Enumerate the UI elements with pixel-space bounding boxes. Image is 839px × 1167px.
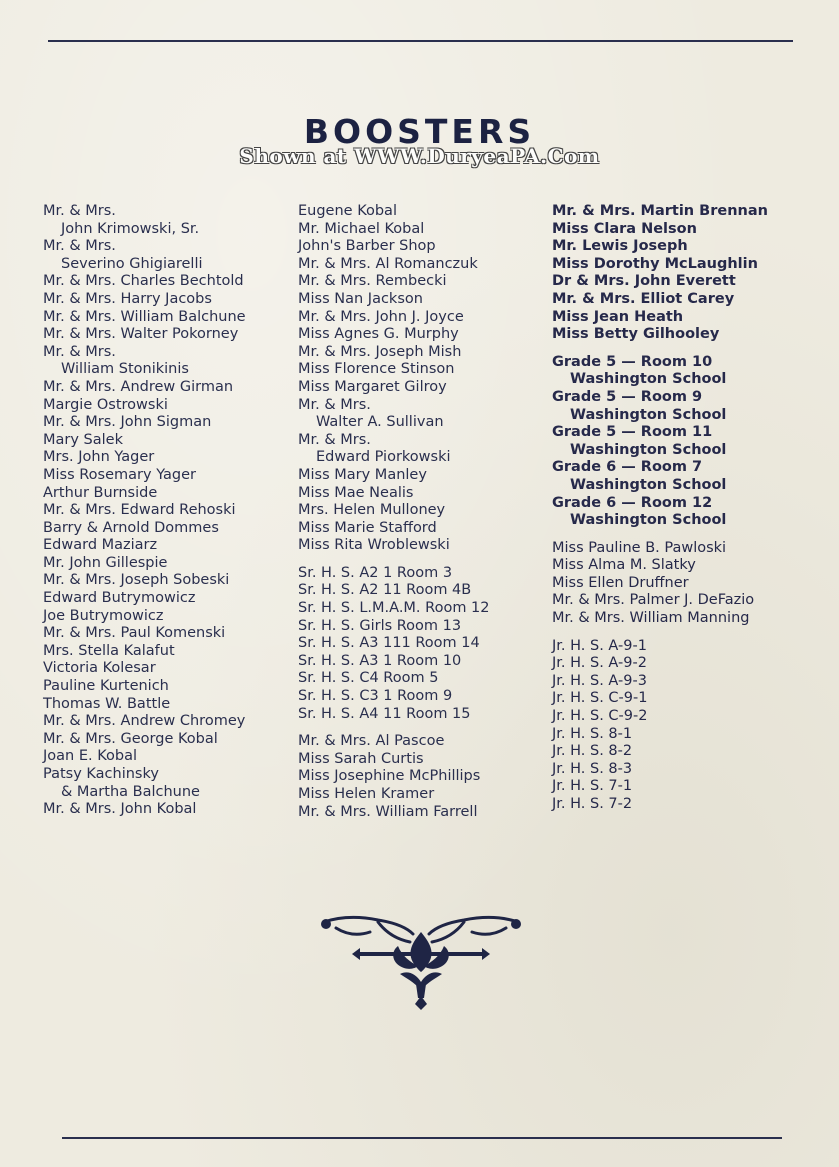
- booster-entry: Mr. & Mrs. Martin Brennan: [552, 203, 768, 219]
- booster-entry: John's Barber Shop: [298, 238, 436, 255]
- booster-entry: Margie Ostrowski: [43, 396, 168, 413]
- decorative-ornament-icon: [318, 912, 524, 1012]
- top-rule: [48, 40, 793, 42]
- booster-entry: Washington School: [570, 512, 727, 529]
- booster-entry: Grade 6 — Room 7: [552, 459, 703, 476]
- booster-entry: Pauline Kurtenich: [43, 678, 169, 695]
- booster-entry: Sr. H. S. Girls Room 13: [298, 617, 462, 634]
- booster-entry: Mr. & Mrs. John Kobal: [43, 801, 197, 818]
- booster-entry: Mr. & Mrs.: [298, 396, 371, 413]
- booster-entry: Edward Maziarz: [43, 537, 158, 554]
- booster-entry: Thomas W. Battle: [43, 695, 171, 712]
- booster-entry: William Stonikinis: [61, 361, 189, 378]
- booster-entry: Miss Mae Nealis: [298, 484, 414, 501]
- booster-entry: Mr. & Mrs.: [43, 238, 116, 255]
- boosters-column-3: [552, 203, 837, 814]
- booster-entry: Miss Jean Heath: [552, 308, 684, 325]
- booster-entry: Mary Salek: [43, 431, 123, 448]
- booster-entry: Arthur Burnside: [43, 484, 158, 501]
- section-gap: [552, 344, 837, 354]
- watermark-text: Shown at WWW.DuryeaPA.Com: [239, 144, 600, 168]
- booster-entry: Miss Rita Wroblewski: [298, 537, 450, 554]
- booster-entry: Mr. Michael Kobal: [298, 220, 425, 237]
- booster-entry: Barry & Arnold Dommes: [43, 519, 219, 536]
- booster-entry: & Martha Balchune: [61, 783, 200, 800]
- booster-entry: Mr. & Mrs. William Manning: [552, 610, 750, 627]
- booster-entry: Mr. Lewis Joseph: [552, 238, 688, 255]
- section-gap: [552, 628, 837, 638]
- booster-entry: Eugene Kobal: [298, 203, 397, 219]
- booster-entry: Miss Dorothy McLaughlin: [552, 255, 758, 272]
- boosters-column-2: [298, 203, 548, 821]
- boosters-column-1: [43, 203, 293, 819]
- booster-entry: Jr. H. S. 8-2: [552, 743, 633, 760]
- booster-entry: Miss Helen Kramer: [298, 786, 435, 802]
- booster-entry: Jr. H. S. A-9-2: [552, 655, 647, 672]
- booster-entry: Miss Josephine McPhillips: [298, 768, 481, 785]
- booster-entry: Mr. & Mrs. Al Pascoe: [298, 733, 445, 750]
- booster-entry: Sr. H. S. A3 1 Room 10: [298, 652, 462, 669]
- booster-entry: Mr. & Mrs. Joseph Sobeski: [43, 572, 230, 589]
- booster-entry: Mrs. Stella Kalafut: [43, 642, 175, 659]
- booster-entry: Miss Nan Jackson: [298, 290, 423, 307]
- section-gap: [552, 530, 837, 540]
- booster-entry: Joe Butrymowicz: [43, 607, 164, 624]
- booster-entry: Mr. & Mrs.: [298, 431, 371, 448]
- booster-entry: Miss Ellen Druffner: [552, 574, 689, 591]
- bottom-rule: [62, 1137, 782, 1139]
- booster-entry: Mr. & Mrs. Charles Bechtold: [43, 273, 244, 290]
- section-gap: [298, 723, 548, 733]
- booster-entry: Sr. H. S. A3 111 Room 14: [298, 635, 480, 652]
- booster-entry: Mr. & Mrs. John Sigman: [43, 414, 212, 431]
- booster-entry: Edward Butrymowicz: [43, 590, 196, 607]
- booster-entry: Miss Sarah Curtis: [298, 750, 424, 767]
- section-gap: [298, 555, 548, 565]
- booster-entry: Jr. H. S. 8-3: [552, 760, 633, 777]
- booster-entry: Sr. H. S. A2 11 Room 4B: [298, 582, 472, 599]
- booster-entry: Miss Clara Nelson: [552, 220, 697, 237]
- booster-entry: Edward Piorkowski: [316, 449, 451, 466]
- booster-entry: Jr. H. S. 7-1: [552, 778, 633, 795]
- booster-entry: Sr. H. S. C4 Room 5: [298, 670, 439, 687]
- booster-entry: Miss Alma M. Slatky: [552, 557, 696, 574]
- booster-entry: Mr. & Mrs. William Farrell: [298, 803, 478, 820]
- booster-entry: Sr. H. S. A2 1 Room 3: [298, 564, 453, 581]
- booster-entry: Mrs. Helen Mulloney: [298, 502, 446, 519]
- booster-entry: Mr. & Mrs. George Kobal: [43, 730, 218, 747]
- booster-entry: Washington School: [570, 476, 727, 493]
- booster-entry: Mr. & Mrs. Harry Jacobs: [43, 290, 212, 307]
- booster-entry: Sr. H. S. L.M.A.M. Room 12: [298, 600, 490, 617]
- booster-entry: Miss Margaret Gilroy: [298, 378, 447, 395]
- booster-entry: Miss Mary Manley: [298, 466, 427, 483]
- booster-entry: Mr. & Mrs. Andrew Girman: [43, 378, 234, 395]
- booster-entry: Washington School: [570, 371, 727, 388]
- booster-entry: Jr. H. S. C-9-2: [552, 708, 648, 725]
- booster-entry: Miss Pauline B. Pawloski: [552, 539, 727, 556]
- booster-entry: Jr. H. S. A-9-3: [552, 672, 647, 689]
- booster-entry: Mr. & Mrs. Walter Pokorney: [43, 326, 239, 343]
- booster-entry: Mr. & Mrs.: [43, 203, 116, 219]
- booster-entry: John Krimowski, Sr.: [61, 220, 200, 237]
- booster-entry: Jr. H. S. 8-1: [552, 725, 633, 742]
- booster-entry: Mr. & Mrs. Palmer J. DeFazio: [552, 592, 755, 609]
- booster-entry: Sr. H. S. A4 11 Room 15: [298, 705, 471, 722]
- booster-entry: Mrs. John Yager: [43, 449, 155, 466]
- booster-entry: Sr. H. S. C3 1 Room 9: [298, 688, 453, 705]
- booster-entry: Miss Marie Stafford: [298, 519, 437, 536]
- booster-entry: Mr. & Mrs. John J. Joyce: [298, 308, 464, 325]
- booster-entry: Grade 5 — Room 11: [552, 424, 713, 441]
- booster-entry: Miss Rosemary Yager: [43, 466, 197, 483]
- booster-entry: Jr. H. S. A-9-1: [552, 637, 647, 654]
- booster-entry: Walter A. Sullivan: [316, 414, 444, 431]
- booster-entry: Miss Betty Gilhooley: [552, 326, 720, 343]
- booster-entry: Joan E. Kobal: [43, 748, 137, 765]
- booster-entry: Miss Florence Stinson: [298, 361, 455, 378]
- booster-entry: Mr. & Mrs. Rembecki: [298, 273, 447, 290]
- page-title: BOOSTERS: [303, 112, 536, 151]
- booster-entry: Mr. & Mrs. William Balchune: [43, 308, 246, 325]
- booster-entry: Mr. & Mrs. Al Romanczuk: [298, 255, 478, 272]
- booster-entry: Washington School: [570, 406, 727, 423]
- booster-entry: Grade 6 — Room 12: [552, 494, 713, 511]
- booster-entry: Severino Ghigiarelli: [61, 255, 203, 272]
- booster-entry: Mr. John Gillespie: [43, 554, 168, 571]
- booster-entry: Jr. H. S. C-9-1: [552, 690, 648, 707]
- booster-entry: Mr. & Mrs. Andrew Chromey: [43, 713, 246, 730]
- booster-entry: Mr. & Mrs. Elliot Carey: [552, 290, 735, 307]
- booster-entry: Mr. & Mrs. Paul Komenski: [43, 625, 226, 642]
- booster-entry: Jr. H. S. 7-2: [552, 796, 633, 812]
- booster-entry: Washington School: [570, 441, 727, 458]
- booster-entry: Mr. & Mrs. Edward Rehoski: [43, 502, 236, 519]
- booster-entry: Grade 5 — Room 9: [552, 388, 703, 405]
- booster-entry: Grade 5 — Room 10: [552, 353, 713, 370]
- booster-entry: Patsy Kachinsky: [43, 766, 159, 782]
- booster-entry: Mr. & Mrs. Joseph Mish: [298, 343, 462, 360]
- booster-entry: Miss Agnes G. Murphy: [298, 326, 459, 343]
- booster-entry: Mr. & Mrs.: [43, 343, 116, 360]
- booster-entry: Victoria Kolesar: [43, 660, 156, 677]
- booster-entry: Dr & Mrs. John Everett: [552, 273, 736, 290]
